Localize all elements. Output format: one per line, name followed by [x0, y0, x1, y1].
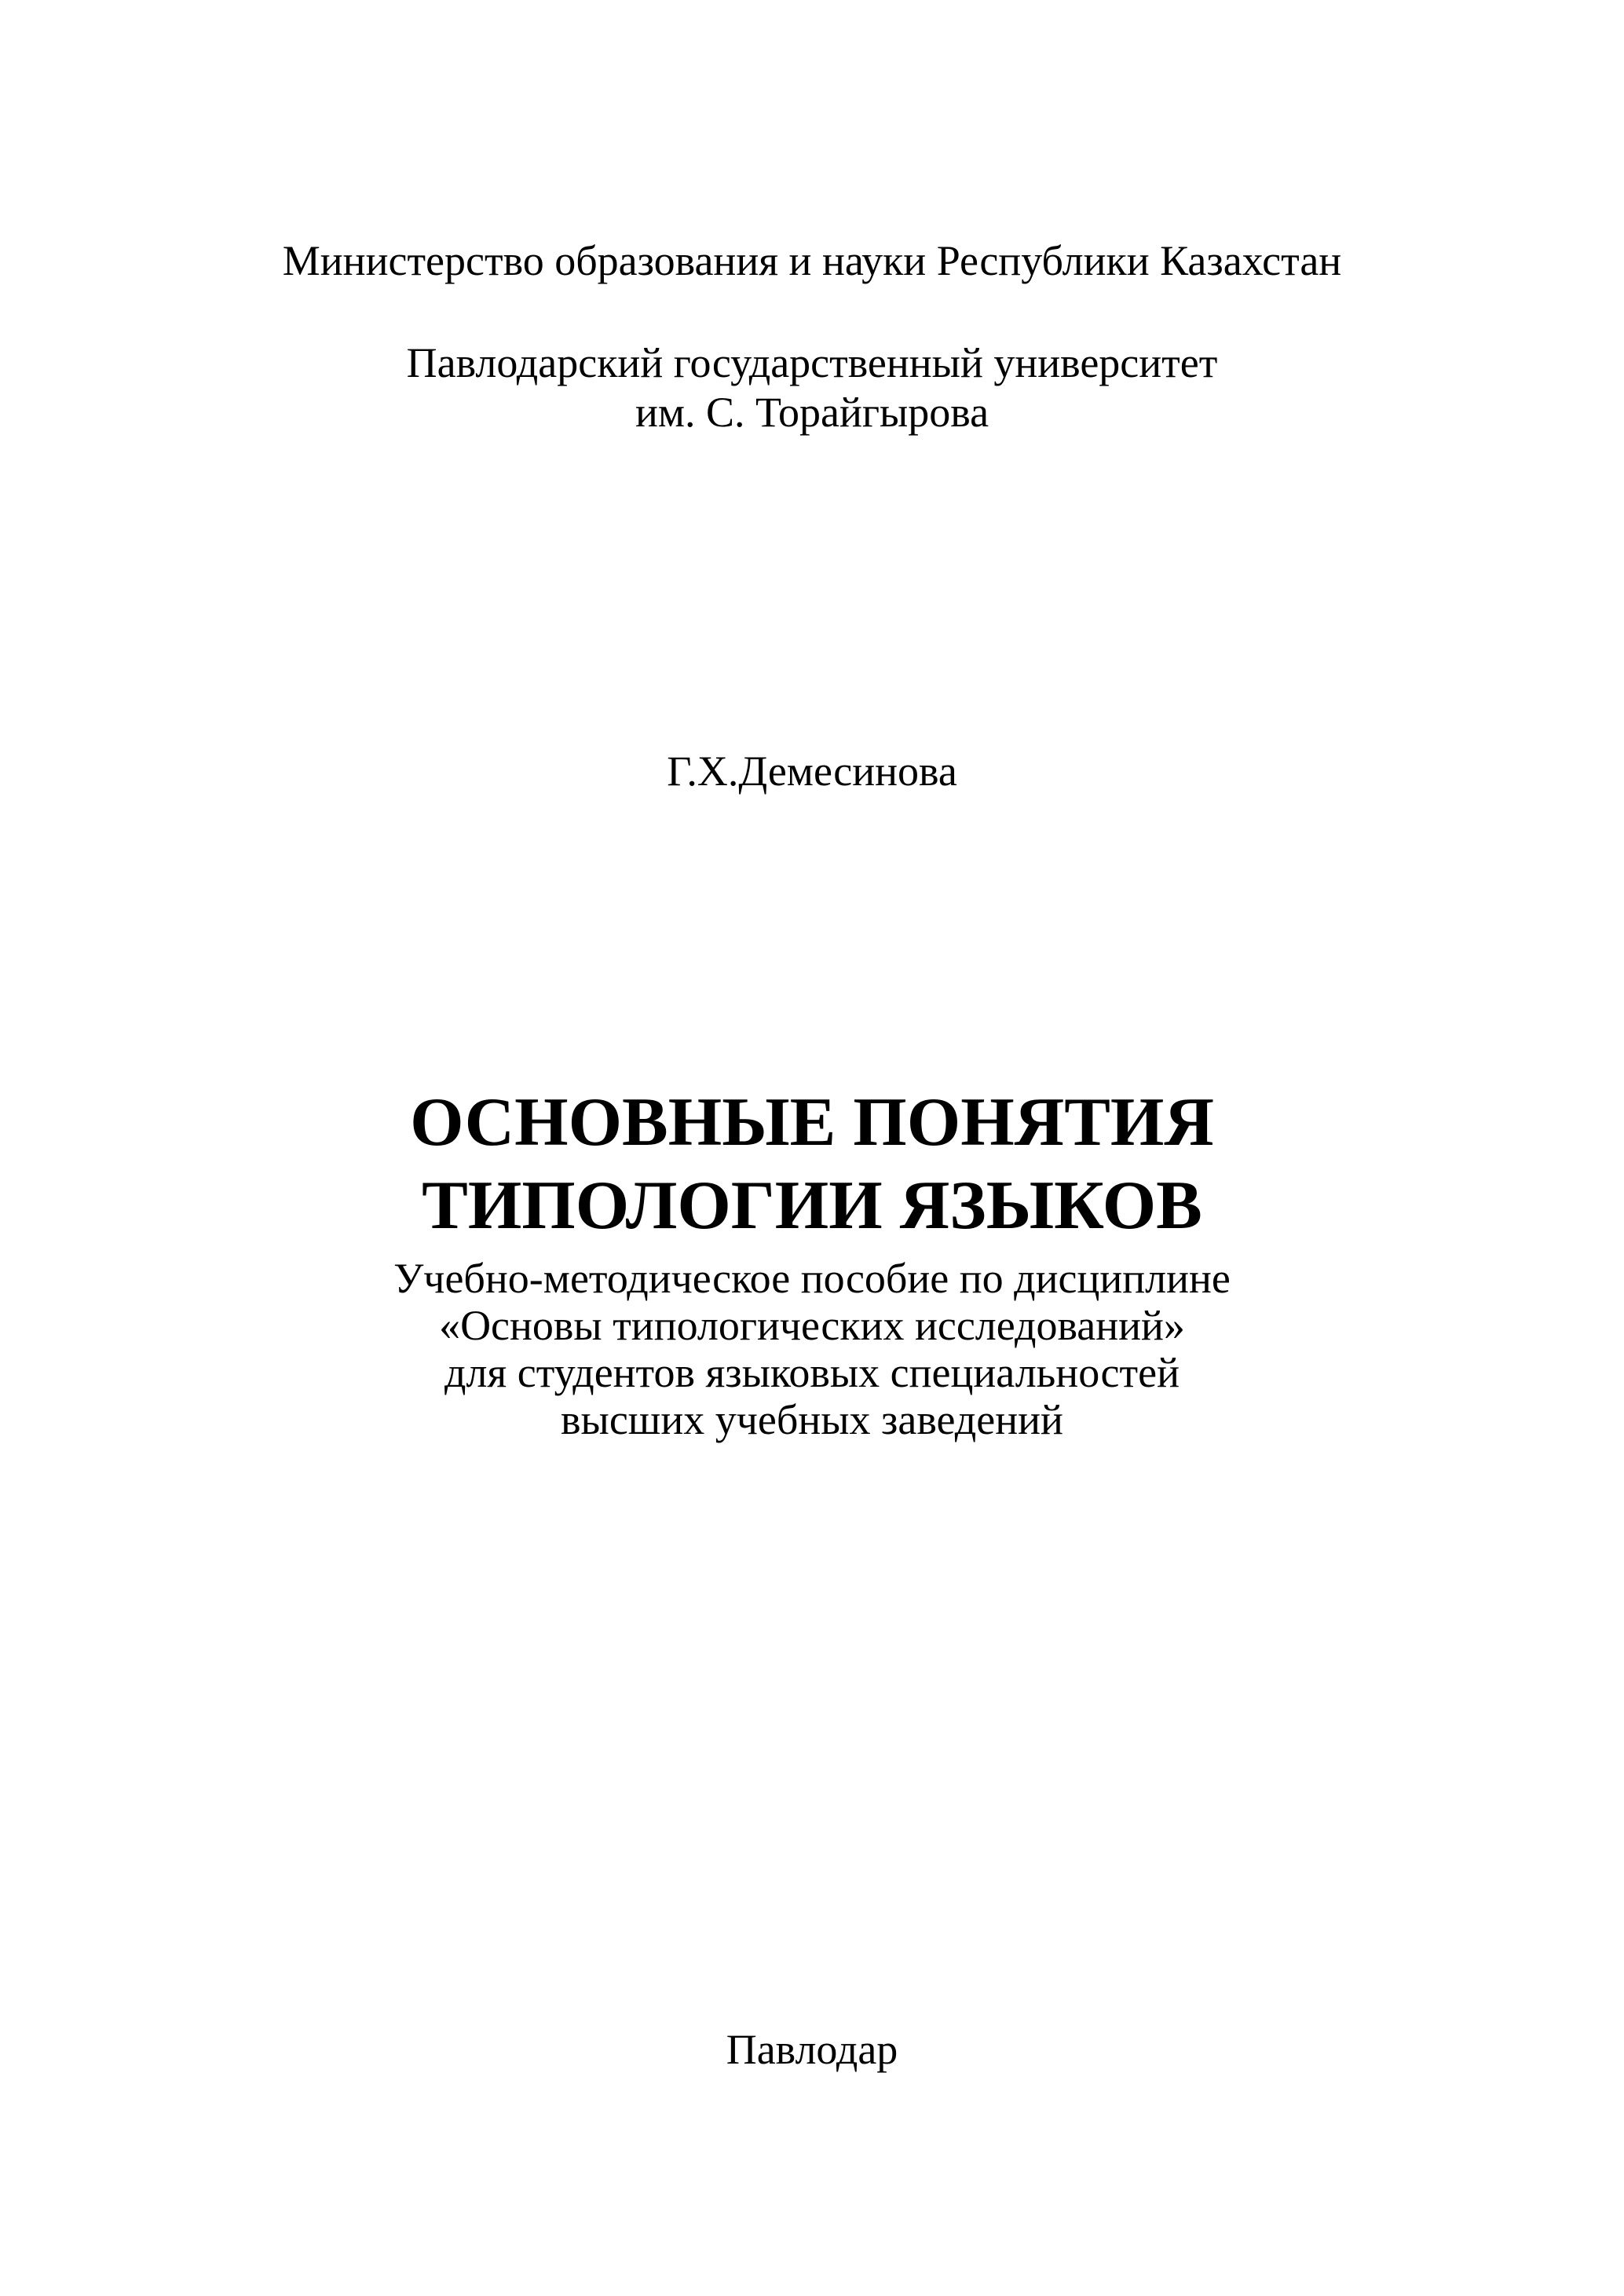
ministry-line: Министерство образования и науки Республики Казахстан	[282, 237, 1342, 284]
subtitle-line-3: для студентов языковых специальностей	[444, 1349, 1180, 1396]
publication-city: Павлодар	[726, 2026, 898, 2073]
book-title-line-1: ОСНОВНЫЕ ПОНЯТИЯ	[410, 1084, 1214, 1161]
book-title-line-2: ТИПОЛОГИИ ЯЗЫКОВ	[422, 1168, 1202, 1244]
university-name: Павлодарский государственный университет	[406, 339, 1218, 386]
university-name-continued: им. С. Торайгырова	[635, 389, 989, 436]
subtitle-line-2: «Основы типологических исследований»	[439, 1302, 1185, 1349]
subtitle-line-1: Учебно-методическое пособие по дисциплине	[393, 1255, 1231, 1302]
author-name: Г.Х.Демесинова	[667, 748, 957, 795]
subtitle-line-4: высших учебных заведений	[561, 1396, 1063, 1443]
